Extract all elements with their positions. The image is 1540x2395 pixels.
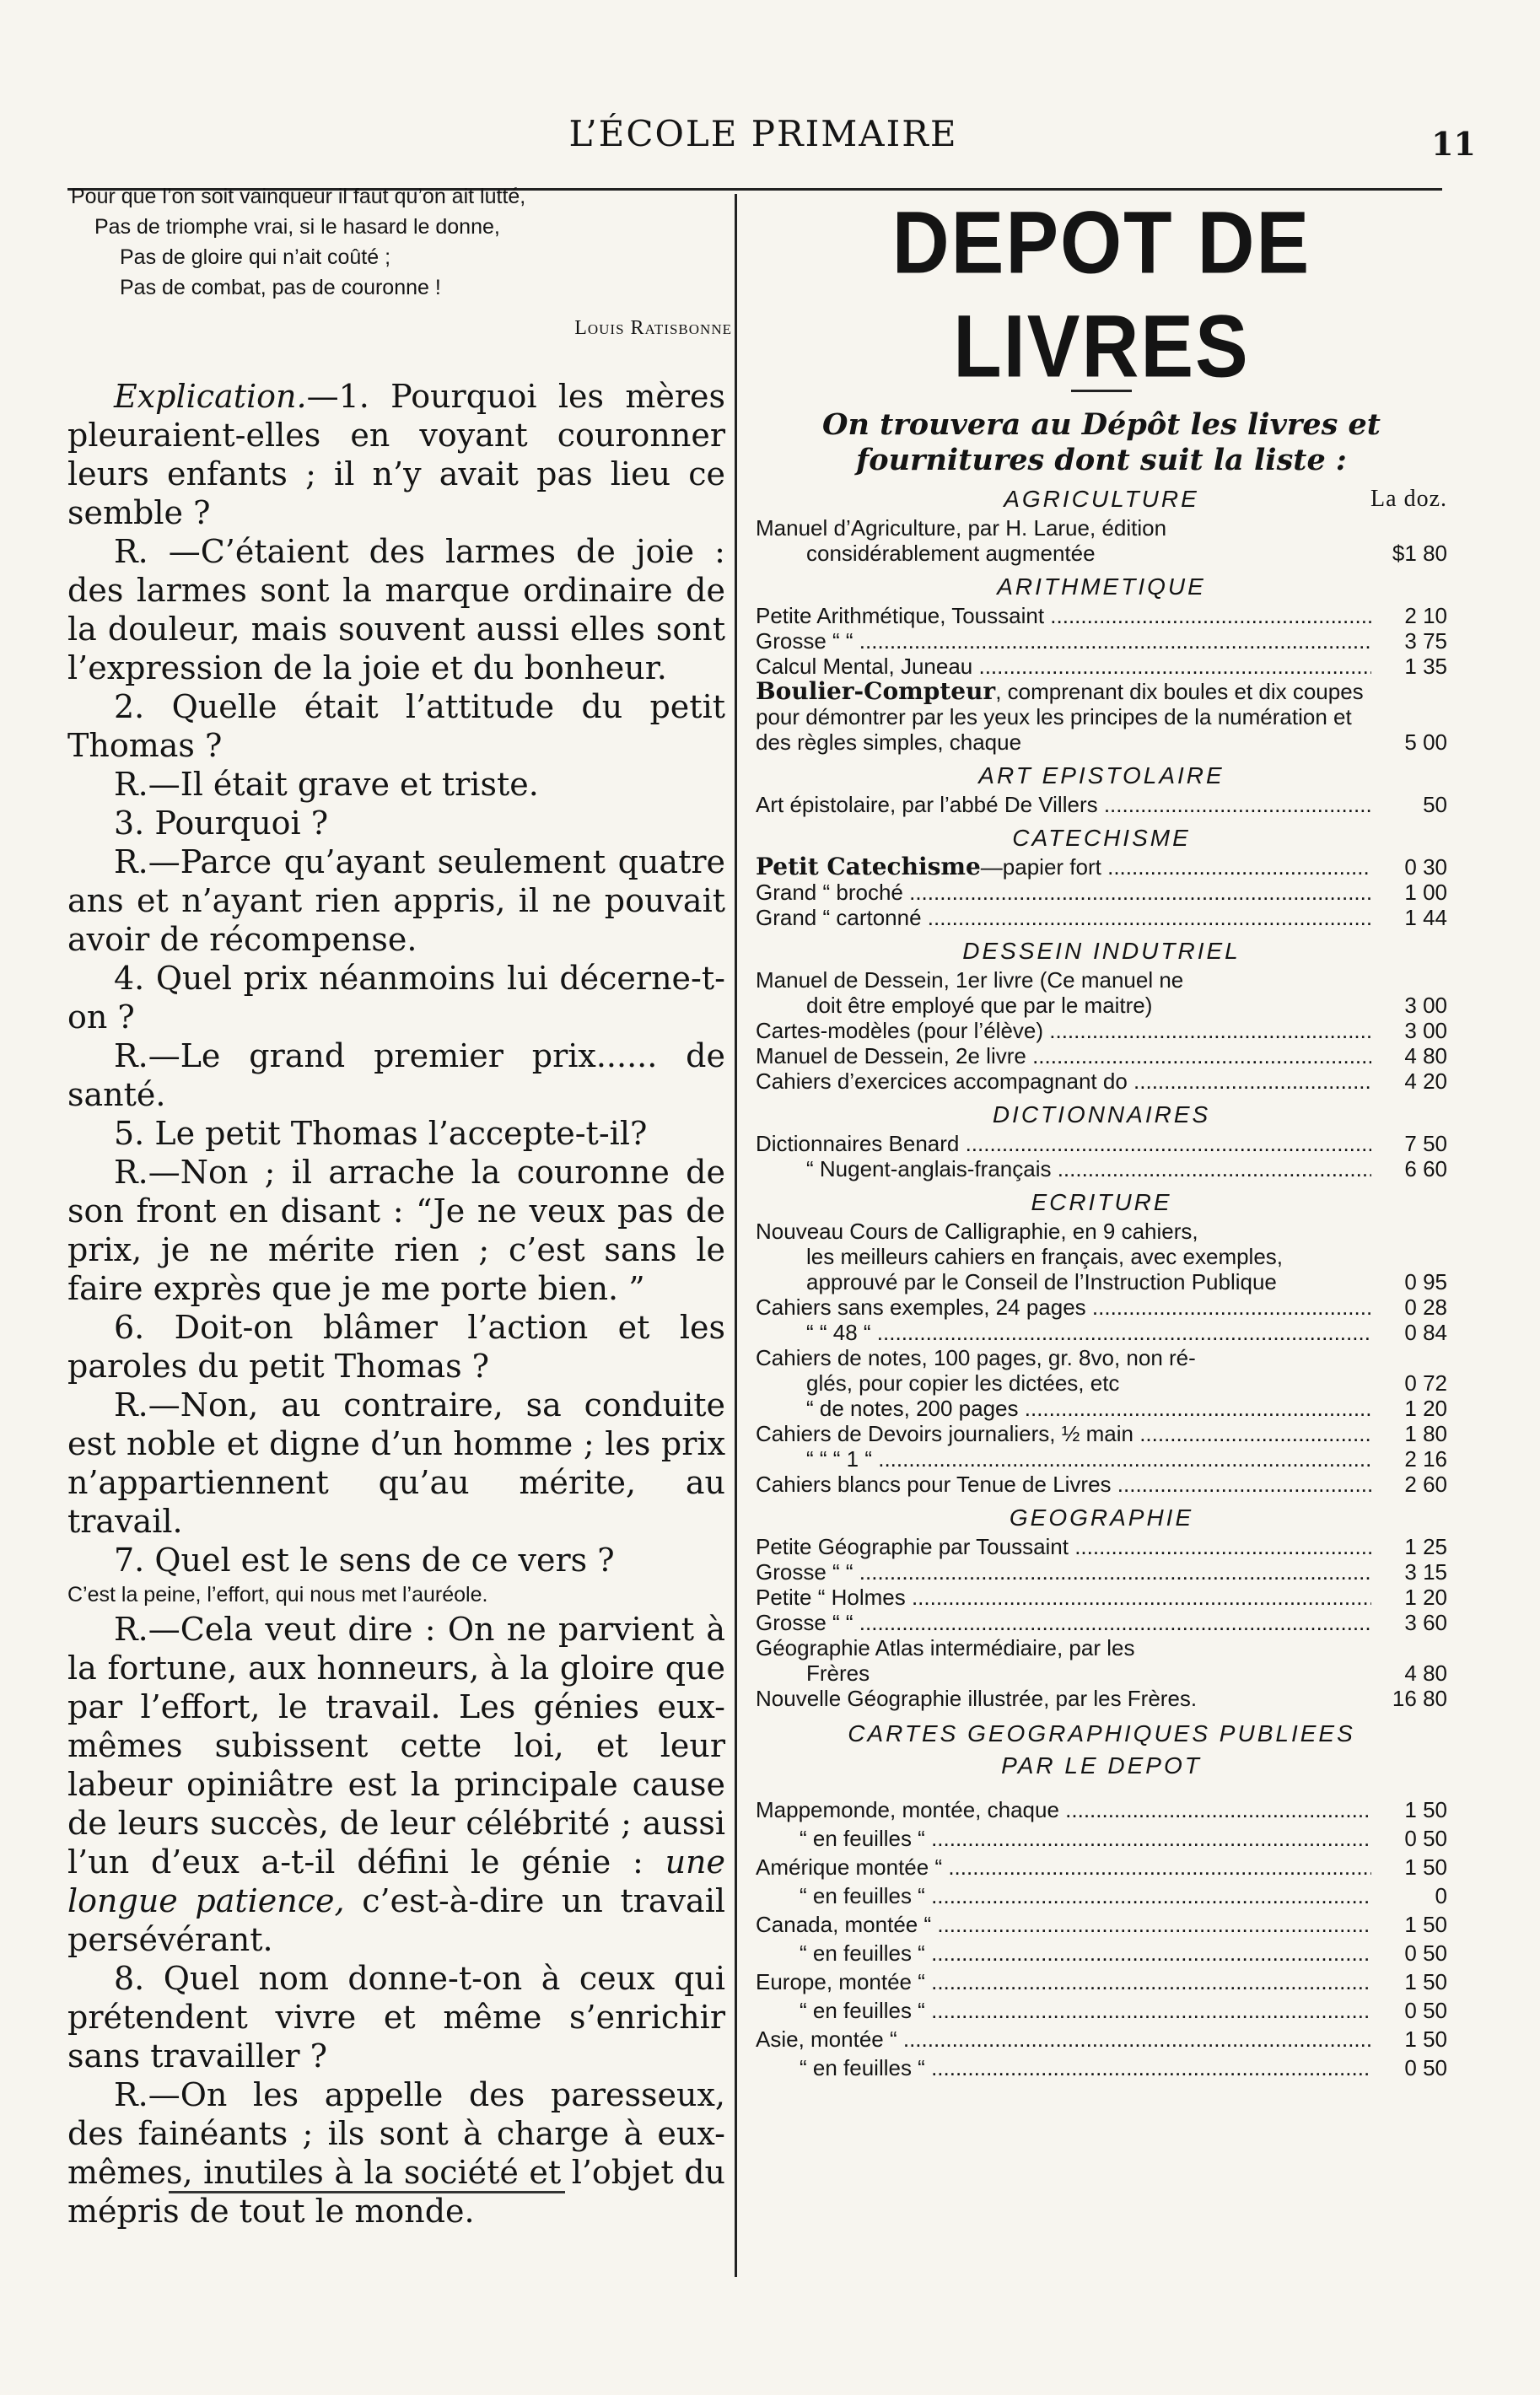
item-price: 0 28 [1404, 1294, 1447, 1320]
item-price: 1 50 [1404, 1912, 1447, 1937]
item-price: 0 50 [1404, 2055, 1447, 2080]
item-price: 50 [1423, 792, 1447, 817]
poem-line: Pour que l’on soit vainqueur il faut qu’on ait lutté, [71, 185, 526, 208]
map-item [756, 1881, 1447, 1910]
item-name: Cahiers de Devoirs journaliers, ½ main ..... [756, 1421, 1371, 1446]
item-price: 1 50 [1404, 1969, 1447, 1994]
item-bold-name: Boulier-Compteur [756, 679, 996, 705]
answer-paragraph: R.—On les appelle des paresseux, des fainéants ; ils sont à charge à eux-mêmes, inutiles à la société et l’objet du mépris de tout le monde. [67, 2076, 725, 2230]
list-item [756, 1345, 1447, 1396]
item-price: 5 00 [1404, 729, 1447, 755]
depot-title: DEPOT DE LIVRES [891, 192, 1311, 396]
item-price: 1 80 [1404, 1421, 1447, 1446]
list-item [756, 1320, 1447, 1345]
item-name: Manuel de Dessein, 2e livre ..... [756, 1043, 1371, 1068]
list-item [756, 1156, 1447, 1181]
item-name: Cahiers sans exemples, 24 pages ..... [756, 1294, 1371, 1320]
item-name: “ en feuilles “ ..... [756, 1881, 1371, 1910]
item-name: “ Nugent-anglais-français ..... [756, 1156, 1371, 1181]
item-price: 1 35 [1404, 654, 1447, 679]
list-item [756, 603, 1447, 628]
item-price: 4 20 [1404, 1068, 1447, 1094]
item-price: 1 44 [1404, 905, 1447, 930]
question-paragraph: 6. Doit-on blâmer l’action et les paroles du petit Thomas ? [67, 1309, 725, 1385]
section-title-arithmetique: ARITHMETIQUE [997, 573, 1206, 600]
section-title-dessein: DESSEIN INDUTRIEL [962, 938, 1241, 964]
item-name: Cahiers blancs pour Tenue de Livres ..... [756, 1472, 1371, 1497]
list-item [756, 880, 1447, 905]
item-price: 0 95 [1404, 1269, 1447, 1294]
item-name: Grosse “ “ ..... [756, 1559, 1371, 1585]
answer-paragraph: R.—Le grand premier prix...... de santé. [67, 1037, 725, 1113]
list-item [756, 1534, 1447, 1559]
item-name: Nouveau Cours de Calligraphie, en 9 cahiers, [756, 1219, 1198, 1244]
item-price: 3 60 [1404, 1610, 1447, 1635]
item-name-cont: glés, pour copier les dictées, etc [806, 1370, 1120, 1396]
item-name: Calcul Mental, Juneau ..... [756, 654, 1371, 679]
section-title-dictionnaires: DICTIONNAIRES [992, 1101, 1211, 1128]
item-price: 4 80 [1404, 1043, 1447, 1068]
item-name: “ “ “ 1 “ ..... [756, 1446, 1371, 1472]
item-name: Grosse “ “ ..... [756, 628, 1371, 654]
item-bold-name: Petit Catechisme [756, 854, 981, 880]
answer-paragraph: R.—Parce qu’ayant seulement quatre ans et n’ayant rien appris, il ne pouvait avoir de récompense. [67, 843, 725, 958]
item-name: “ de notes, 200 pages ..... [756, 1396, 1371, 1421]
list-item [756, 1294, 1447, 1320]
explication-label: Explication. [114, 378, 307, 415]
section-title-art: ART EPISTOLAIRE [978, 762, 1225, 788]
item-price: 1 50 [1404, 2026, 1447, 2052]
list-item [756, 1686, 1447, 1711]
end-rule [169, 2191, 565, 2193]
list-item [756, 1635, 1447, 1686]
list-item [756, 792, 1447, 817]
section-label: AGRICULTURE [1004, 486, 1199, 512]
section-title-ecriture: ECRITURE [1031, 1189, 1172, 1215]
item-name: “ en feuilles “ ..... [756, 2053, 1371, 2082]
item-price: 3 00 [1404, 1018, 1447, 1043]
item-name: Asie, montée “ ..... [756, 2025, 1371, 2053]
list-item [756, 1559, 1447, 1585]
item-name: Petite Arithmétique, Toussaint ..... [756, 603, 1371, 628]
item-price: 16 80 [1392, 1686, 1447, 1711]
poem-line: Pas de triomphe vrai, si le hasard le donne, [94, 215, 500, 239]
question-paragraph: 2. Quelle était l’attitude du petit Thomas ? [67, 688, 725, 764]
item-price: 0 50 [1404, 1826, 1447, 1851]
item-price: $1 80 [1392, 541, 1447, 566]
item-name-cont: doit être employé que par le maitre) [806, 993, 1153, 1018]
answer-paragraph [67, 1610, 725, 1959]
item-name: “ en feuilles “ ..... [756, 1824, 1371, 1853]
item-name: Cahiers de notes, 100 pages, gr. 8vo, non ré- [756, 1345, 1196, 1370]
list-item [756, 1585, 1447, 1610]
item-price: 0 72 [1404, 1370, 1447, 1396]
list-item [756, 1396, 1447, 1421]
item-price: 0 50 [1404, 1940, 1447, 1966]
item-price: 3 15 [1404, 1559, 1447, 1585]
answer-paragraph: R. —C’étaient des larmes de joie : des larmes sont la marque ordinaire de la douleur, mais souvent aussi elles sont l’expression de la joie et du bonheur. [67, 533, 725, 686]
item-price: 1 50 [1404, 1854, 1447, 1880]
paragraph-text: R.—Cela veut dire : On ne parvient à la fortune, aux honneurs, à la gloire que par l’effort, le travail. Les génies eux-mêmes subissent cette loi, et leur labeur opiniâtre est la principale cause de leurs succès, de leur célébrité ; aussi l’un d’eux a-t-il défini le génie : [67, 1611, 725, 1881]
section-title-geographie: GEOGRAPHIE [1009, 1504, 1194, 1531]
list-item [756, 1018, 1447, 1043]
item-name: Cahiers d’exercices accompagnant do ..... [756, 1068, 1371, 1094]
item-name: Amérique montée “ ..... [756, 1853, 1371, 1881]
item-name-cont: considérablement augmentée [806, 541, 1096, 566]
item-name-cont: Frères [806, 1660, 870, 1686]
item-name-cont: les meilleurs cahiers en français, avec exemples, approuvé par le Conseil de l’Instruction Publique [806, 1244, 1284, 1294]
item-price: 6 60 [1404, 1156, 1447, 1181]
question-paragraph: 8. Quel nom donne-t-on à ceux qui prétendent vivre et même s’enrichir sans travailler ? [67, 1960, 725, 2075]
item-price: 1 50 [1404, 1797, 1447, 1822]
item-price: 1 00 [1404, 880, 1447, 905]
question-paragraph: 3. Pourquoi ? [114, 805, 329, 842]
item-name: “ en feuilles “ ..... [756, 1939, 1371, 1967]
item-name: —papier fort [980, 854, 1101, 880]
section-title-agriculture [756, 483, 1447, 515]
question-paragraph: 7. Quel est le sens de ce vers ? [114, 1542, 615, 1579]
item-name: Mappemonde, montée, chaque ..... [756, 1795, 1371, 1824]
item-name: Grand “ broché ..... [756, 880, 1371, 905]
map-item [756, 1910, 1447, 1939]
item-price: 0 84 [1404, 1320, 1447, 1345]
list-item [756, 628, 1447, 654]
item-name: Manuel d’Agriculture, par H. Larue, édition [756, 515, 1167, 541]
item-name: Petite “ Holmes ..... [756, 1585, 1371, 1610]
depot-intro: On trouvera au Dépôt les livres et fournitures dont suit la liste : [822, 407, 1381, 477]
map-item [756, 2053, 1447, 2082]
question-paragraph: 5. Le petit Thomas l’accepte-t-il? [114, 1115, 648, 1152]
item-name: Grosse “ “ ..... [756, 1610, 1371, 1635]
list-item [756, 1610, 1447, 1635]
item-name: Dictionnaires Benard ..... [756, 1131, 1371, 1156]
item-name: Art épistolaire, par l’abbé De Villers ..... [756, 792, 1371, 817]
left-column [67, 181, 732, 2231]
item-name: Manuel de Dessein, 1er livre (Ce manuel ne [756, 967, 1184, 993]
item-price: 1 20 [1404, 1396, 1447, 1421]
item-name: Géographie Atlas intermédiaire, par les [756, 1635, 1135, 1660]
item-price: 2 16 [1404, 1446, 1447, 1472]
map-item [756, 1939, 1447, 1967]
map-item [756, 1824, 1447, 1853]
item-price: 0 30 [1404, 854, 1447, 880]
item-name: Canada, montée “ ..... [756, 1910, 1371, 1939]
item-price: 1 25 [1404, 1534, 1447, 1559]
answer-paragraph: R.—Il était grave et triste. [114, 766, 539, 803]
item-name: Cartes-modèles (pour l’élève) ..... [756, 1018, 1371, 1043]
list-item [756, 515, 1447, 566]
italic-phrase: une longue patience, [67, 1843, 725, 1919]
questions-answers [67, 377, 725, 2231]
cartes-title-line: CARTES GEOGRAPHIQUES PUBLIEES [848, 1720, 1355, 1746]
item-name: “ “ 48 “ ..... [756, 1320, 1371, 1345]
list-item [756, 854, 1447, 880]
answer-paragraph: R.—Non ; il arrache la couronne de son front en disant : “Je ne veux pas de prix, je ne mérite rien ; c’est sans le faire exprès que je me porte bien. ” [67, 1154, 725, 1307]
item-price: 7 50 [1404, 1131, 1447, 1156]
map-item [756, 1853, 1447, 1881]
list-item [756, 967, 1447, 1018]
column-rule [735, 194, 737, 2277]
list-item [756, 1472, 1447, 1497]
list-item [756, 905, 1447, 930]
explication-paragraph [67, 377, 725, 532]
paragraph-text: c’est-à-dire un travail persévérant. [67, 1882, 725, 1958]
page-number: 11 [1431, 125, 1476, 163]
item-name: Nouvelle Géographie illustrée, par les Frères. [756, 1686, 1198, 1711]
map-item [756, 1996, 1447, 2025]
list-item [756, 1043, 1447, 1068]
unit-note: La doz. [1370, 486, 1447, 512]
item-price: 3 00 [1404, 993, 1447, 1018]
item-price: 2 60 [1404, 1472, 1447, 1497]
paragraph-text: —1. Pourquoi les mères pleuraient-elles en voyant couronner leurs enfants ; il n’y avait pas lieu ce semble ? [67, 378, 725, 531]
list-item [756, 1068, 1447, 1094]
poem-author: Louis Ratisbonne [574, 317, 732, 339]
item-price: 1 20 [1404, 1585, 1447, 1610]
item-price: 2 10 [1404, 603, 1447, 628]
item-name: , comprenant dix boules et dix coupes pour démontrer par les yeux les principes de la numération et des règles simples, chaque [756, 679, 1364, 755]
item-name: Grand “ cartonné ..... [756, 905, 1371, 930]
map-item [756, 1967, 1447, 1996]
page-header [67, 113, 1476, 164]
cartes-title-line: PAR LE DEPOT [1001, 1752, 1202, 1779]
running-title: L’ÉCOLE PRIMAIRE [568, 113, 958, 154]
section-title-catechisme: CATECHISME [1012, 825, 1191, 851]
map-item [756, 1795, 1447, 1824]
list-item [756, 654, 1447, 679]
list-item [756, 1446, 1447, 1472]
list-item [756, 1421, 1447, 1446]
verse-quote: C’est la peine, l’effort, qui nous met l’auréole. [67, 1583, 488, 1607]
cartes-title [756, 1718, 1447, 1782]
question-paragraph: 4. Quel prix néanmoins lui décerne-t-on ? [67, 960, 725, 1036]
list-item [756, 1131, 1447, 1156]
item-name: “ en feuilles “ ..... [756, 1996, 1371, 2025]
item-price: 4 80 [1404, 1660, 1447, 1686]
item-name: Europe, montée “ ..... [756, 1967, 1371, 1996]
right-column [756, 187, 1447, 2082]
poem-line: Pas de gloire qui n’ait coûté ; [120, 245, 391, 269]
item-price: 0 [1435, 1883, 1447, 1908]
list-item [756, 1219, 1447, 1294]
item-price: 3 75 [1404, 628, 1447, 654]
item-name: Petite Géographie par Toussaint ..... [756, 1534, 1371, 1559]
item-price: 0 50 [1404, 1998, 1447, 2023]
answer-paragraph: R.—Non, au contraire, sa conduite est noble et digne d’un homme ; les prix n’appartiennent qu’au mérite, au travail. [67, 1386, 725, 1540]
map-item [756, 2025, 1447, 2053]
poem [71, 181, 732, 343]
poem-line: Pas de combat, pas de couronne ! [120, 276, 441, 299]
list-item [756, 679, 1447, 755]
